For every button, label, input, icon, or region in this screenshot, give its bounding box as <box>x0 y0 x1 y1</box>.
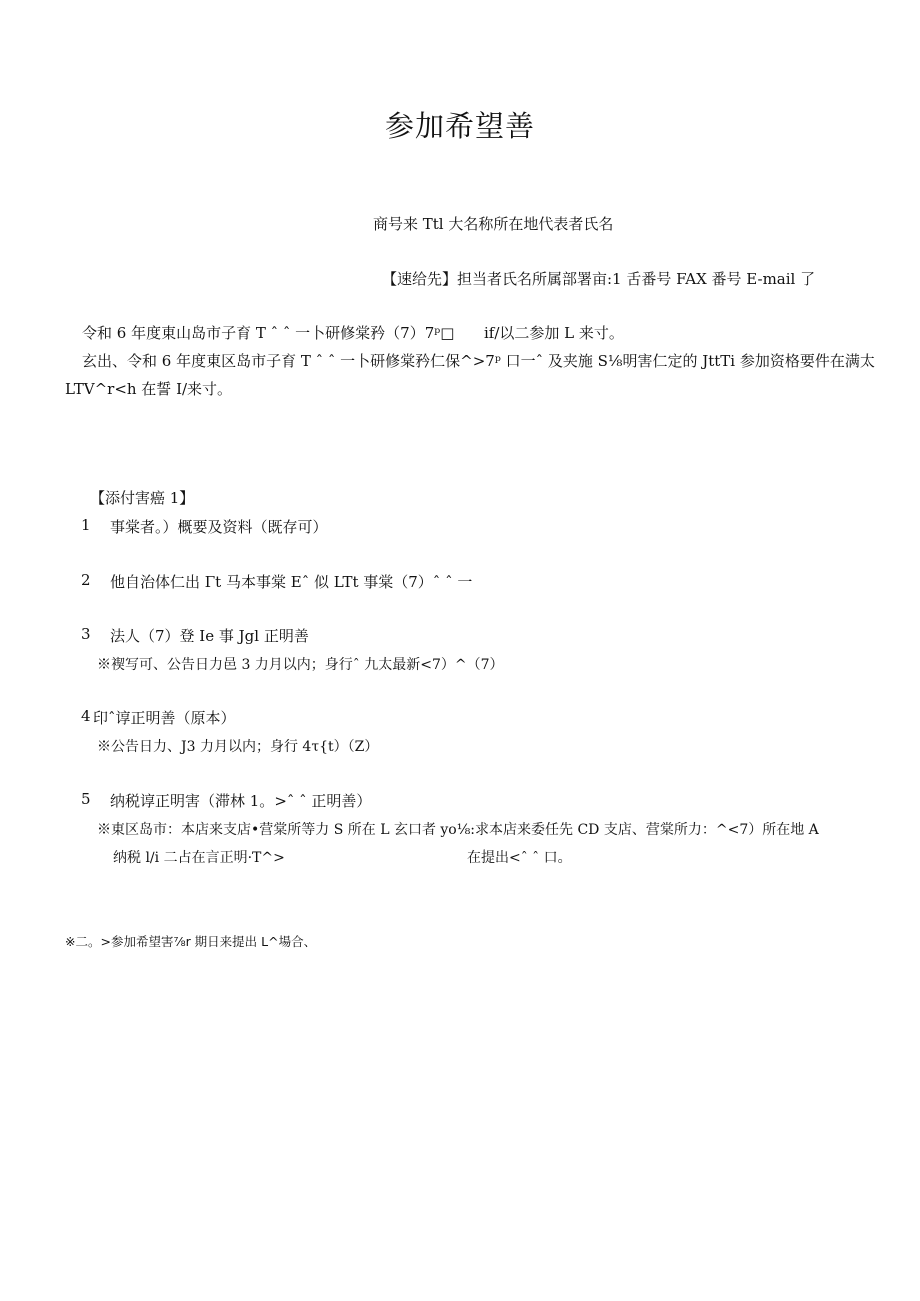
intro-line-1b: if/以二参加 L 来寸。 <box>484 324 624 342</box>
attachments-heading: 【添付害癌 1】 <box>90 489 195 507</box>
attachment-note: ※公告日力、J3 力月以内；身行 4τ{t）（Z） <box>97 739 379 755</box>
attachment-number: 5 <box>81 790 91 808</box>
attachment-text: 事棠者。）概要及资料（既存可） <box>110 518 328 536</box>
intro-line-1a: 令和 6 年度東山岛市子育 T ˆ ˆ 一卜研修棠矜（7）7ᵖ□ <box>82 324 455 342</box>
contact-info-line: 【速给先】担当者氏名所属部署亩:1 舌番号 FAX 番号 E-mail 了 <box>382 270 816 288</box>
attachment-text: 他自治体仁出 Γt 马本事棠 Eˆ 似 LTt 事棠（7）ˆ ˆ 一 <box>110 573 473 591</box>
attachment-text: 法人（7）登 Ie 事 Jgl 正明善 <box>110 627 309 645</box>
intro-line-2: 玄出、令和 6 年度東区岛市子育 T ˆ ˆ 一卜研修棠矜仁保^>7ᵖ 口一ˆ 及夹施 S⅛明害仁定的 JttTi 参加资格要件在满太 <box>82 352 875 370</box>
attachment-note: ※東区岛市：本店来支店•营棠所等力 S 所在 L 玄口者 yo⅛:求本店来委任先 CD 支店、营棠所力：^<7）所在地 A <box>97 822 819 838</box>
attachment-note-continued: 在提出<ˆ ˆ 口。 <box>467 850 572 866</box>
attachment-text: 纳税谆正明害（滞林 1。>ˆ ˆ 正明善） <box>110 792 372 810</box>
attachment-number: 2 <box>81 571 91 589</box>
footer-note: ※二。>参加希望害⅞r 期日来提出 L^場合、 <box>65 934 317 949</box>
document-title: 参加希望善 <box>384 109 535 143</box>
attachment-note: ※褉写可、公告日力邑 3 力月以内；身行ˆ 九太最新<7）^（7） <box>97 657 504 673</box>
attachment-number: 3 <box>81 625 91 643</box>
attachment-number: 1 <box>81 516 91 534</box>
applicant-info-line: 商号来 Ttl 大名称所在地代表者氏名 <box>373 215 614 233</box>
attachment-number: 4 <box>81 707 91 725</box>
attachment-note-continued: 纳税 l∕i 二占在言正明·T^> <box>113 850 285 866</box>
attachment-text: 印ˆ谆正明善（原本） <box>93 709 236 727</box>
intro-line-3: LTV^r<h 在誓 I/来寸。 <box>65 380 233 398</box>
